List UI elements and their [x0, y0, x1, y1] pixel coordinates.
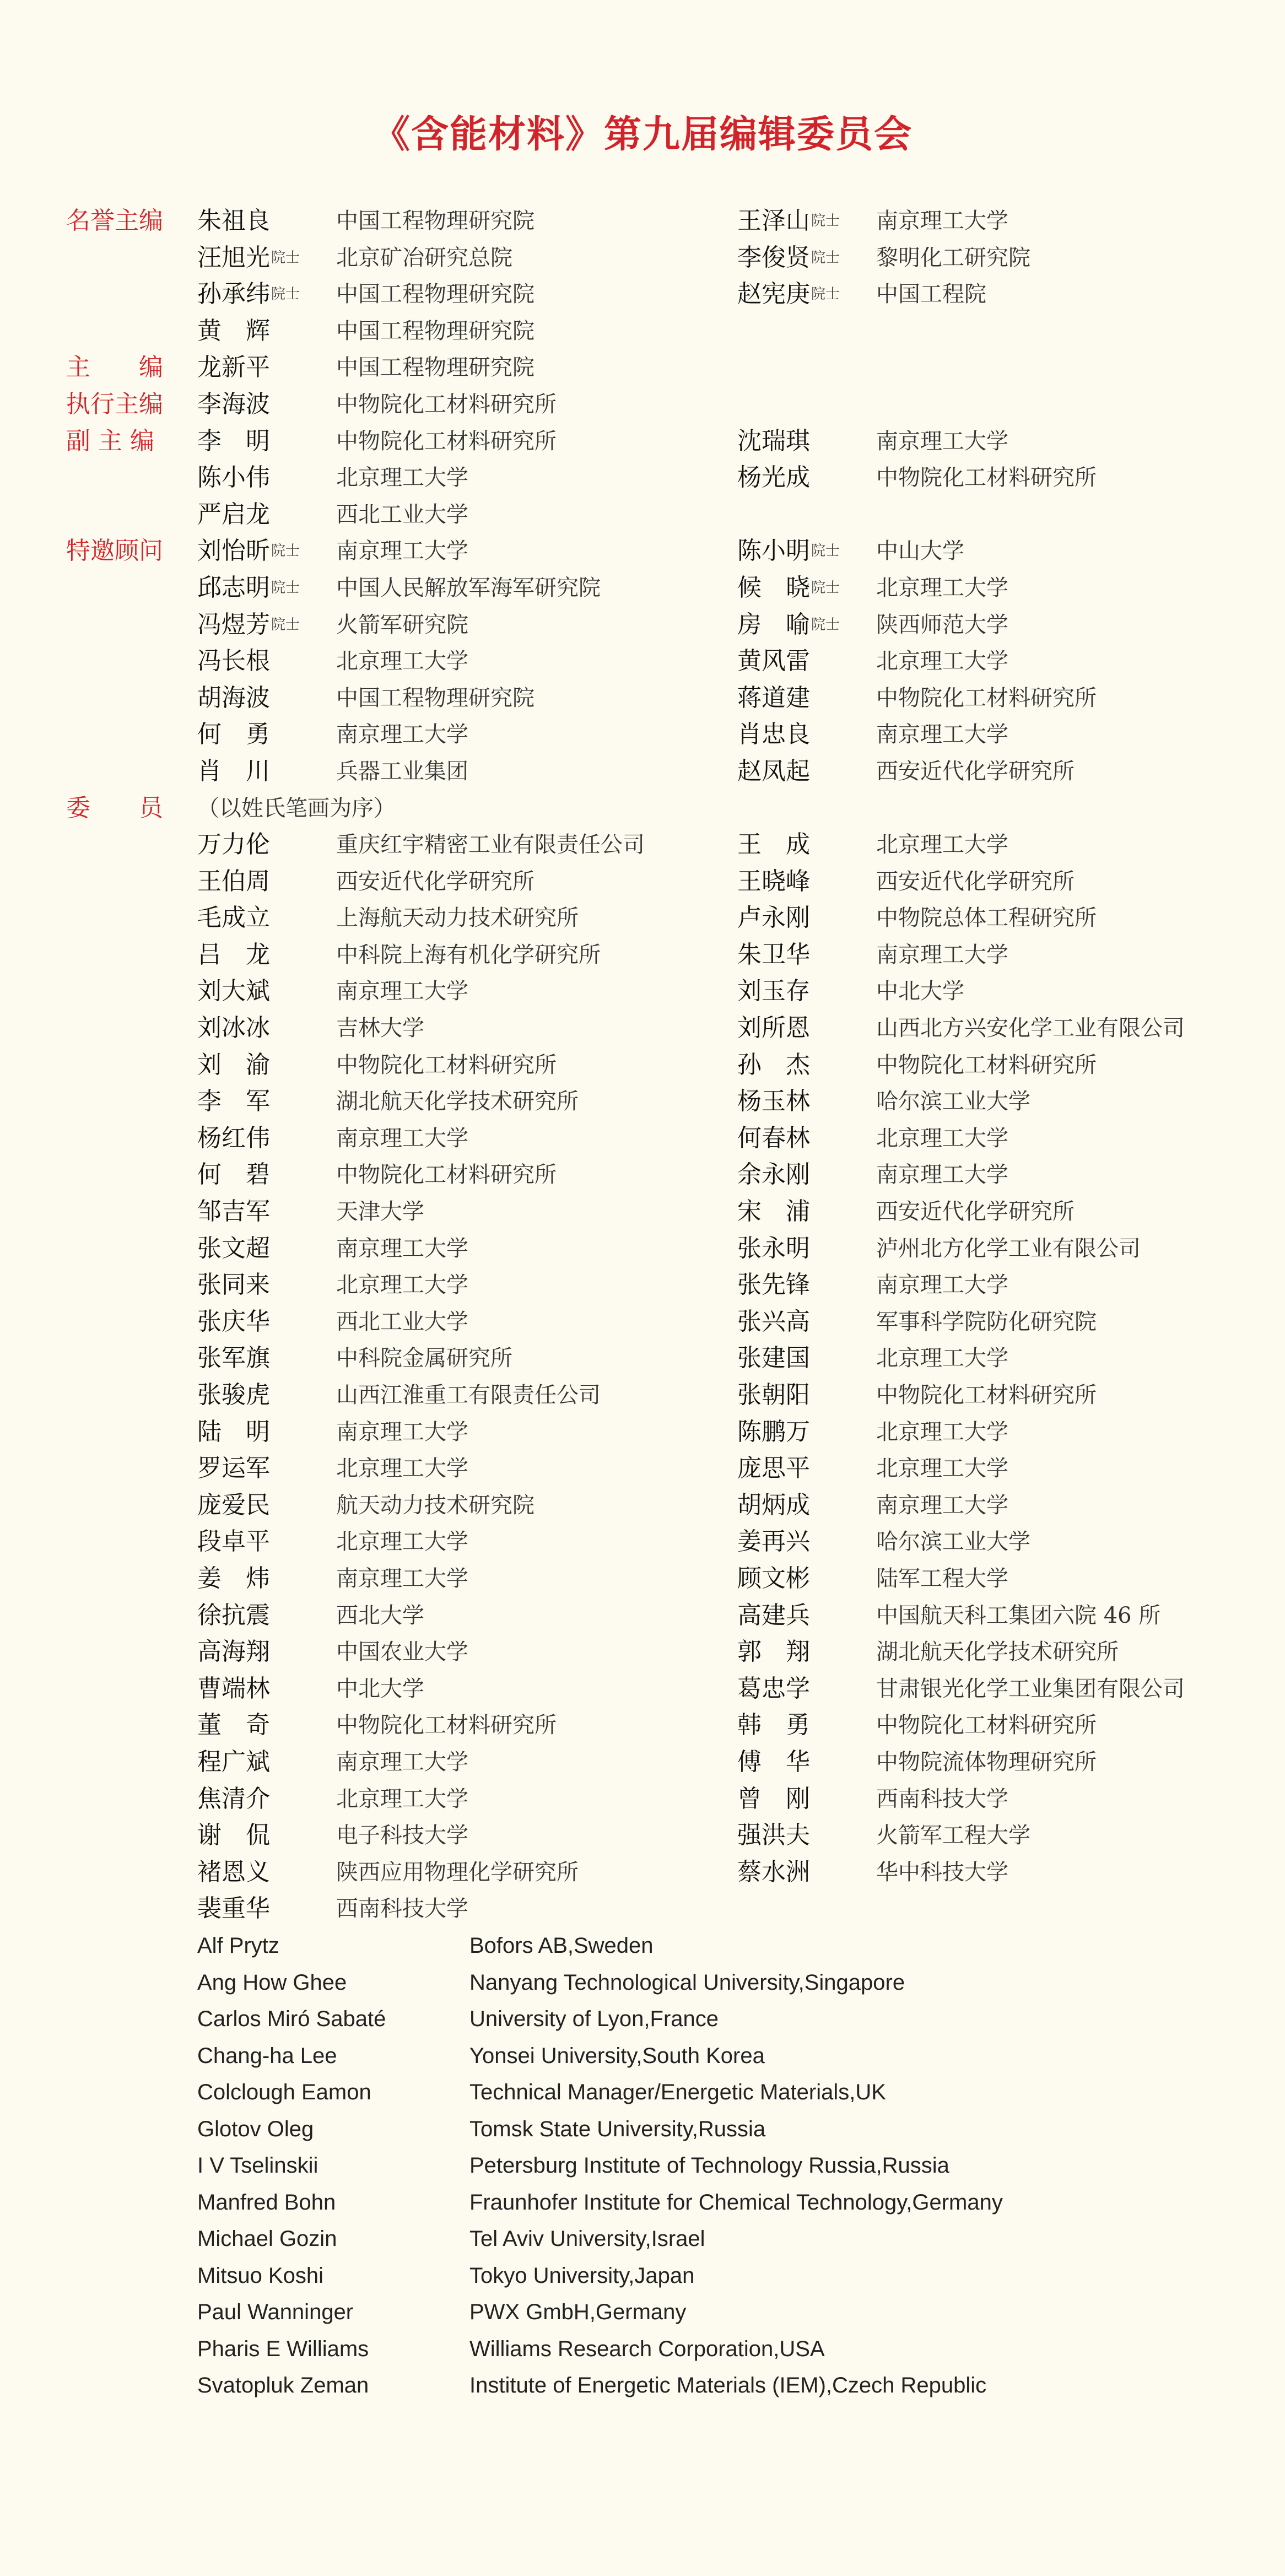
member-affiliation: University of Lyon,France	[469, 2007, 719, 2032]
role-label: 名誉主编	[66, 207, 163, 235]
member-affiliation: 中科院上海有机化学研究所	[336, 942, 601, 968]
member-affiliation: 中物院化工材料研究所	[876, 465, 1097, 491]
member-affiliation: 西南科技大学	[336, 1896, 468, 1922]
member-affiliation: 西安近代化学研究所	[876, 1199, 1075, 1225]
member-affiliation: Williams Research Corporation,USA	[469, 2336, 825, 2361]
member-row	[0, 900, 1285, 937]
member-name: 张军旗	[197, 1344, 270, 1373]
member-affiliation: 南京理工大学	[876, 208, 1008, 234]
foreign-member-row	[0, 2074, 1285, 2111]
member-name: Svatopluk Zeman	[197, 2373, 369, 2398]
member-affiliation: 陆军工程大学	[876, 1565, 1008, 1591]
member-name: Glotov Oleg	[197, 2116, 314, 2141]
member-name: 张庆华	[197, 1307, 270, 1336]
member-name: 龙新平	[197, 353, 270, 382]
member-affiliation: 中国工程物理研究院	[336, 685, 534, 711]
member-affiliation: 中物院化工材料研究所	[876, 1713, 1097, 1738]
member-name: 何 勇	[197, 720, 270, 749]
member-affiliation: 西安近代化学研究所	[876, 868, 1075, 894]
member-name: Manfred Bohn	[197, 2190, 336, 2215]
member-affiliation: 兵器工业集团	[336, 758, 468, 784]
member-name: 冯长根	[197, 647, 270, 676]
member-affiliation: 陕西应用物理化学研究所	[336, 1859, 579, 1885]
academician-tag: 院士	[271, 249, 300, 266]
member-affiliation: 南京理工大学	[336, 1749, 468, 1775]
role-label: 委 员	[66, 793, 163, 822]
member-name: 程广斌	[197, 1747, 270, 1776]
academician-tag: 院士	[271, 579, 300, 596]
member-affiliation: 中物院化工材料研究所	[336, 391, 557, 417]
member-name: 庞思平	[737, 1454, 810, 1483]
member-name: 蒋道建	[737, 683, 810, 712]
member-affiliation: 中物院化工材料研究所	[336, 428, 557, 454]
member-row	[0, 1377, 1285, 1414]
member-name: 罗运军	[197, 1454, 270, 1483]
member-affiliation: 西安近代化学研究所	[876, 758, 1075, 784]
member-row	[0, 1854, 1285, 1891]
member-affiliation: PWX GmbH,Germany	[469, 2300, 687, 2325]
member-affiliation: 北京理工大学	[876, 1346, 1008, 1371]
member-name: 何 碧	[197, 1160, 270, 1189]
member-name: 张永明	[737, 1234, 810, 1262]
member-affiliation: 南京理工大学	[336, 1235, 468, 1261]
member-name: 沈瑞琪	[737, 426, 810, 455]
member-affiliation: 中国农业大学	[336, 1639, 468, 1665]
member-name: Ang How Ghee	[197, 1970, 347, 1995]
member-name: 傅 华	[737, 1747, 810, 1776]
member-name: 王晓峰	[737, 867, 810, 895]
member-affiliation: 西南科技大学	[876, 1786, 1008, 1812]
member-affiliation: Bofors AB,Sweden	[469, 1934, 654, 1958]
member-row	[0, 1414, 1285, 1451]
member-name: 张兴高	[737, 1307, 810, 1336]
member-affiliation: 中物院化工材料研究所	[336, 1052, 557, 1078]
member-affiliation: 南京理工大学	[876, 722, 1008, 748]
member-affiliation: 湖北航天化学技术研究所	[336, 1089, 579, 1115]
member-name: 候 晓 院士	[737, 570, 810, 606]
member-row	[0, 1707, 1285, 1744]
member-name: Mitsuo Koshi	[197, 2263, 323, 2288]
member-row	[0, 1671, 1285, 1708]
member-name: 刘怡昕 院士	[197, 533, 270, 569]
foreign-member-row	[0, 2111, 1285, 2148]
member-affiliation: Fraunhofer Institute for Chemical Technology,Germany	[469, 2190, 1003, 2215]
foreign-member-row	[0, 2184, 1285, 2221]
member-row	[0, 607, 1285, 644]
member-affiliation: 电子科技大学	[336, 1823, 468, 1849]
member-affiliation: 湖北航天化学技术研究所	[876, 1639, 1119, 1665]
member-row	[0, 423, 1285, 460]
member-affiliation: 军事科学院防化研究院	[876, 1309, 1097, 1335]
member-affiliation: 华中科技大学	[876, 1859, 1008, 1885]
member-row	[0, 1634, 1285, 1671]
member-affiliation: 中国工程物理研究院	[336, 282, 534, 307]
member-name: Alf Prytz	[197, 1934, 279, 1958]
foreign-member-row	[0, 2001, 1285, 2038]
member-name: 褚恩义	[197, 1857, 270, 1886]
member-name: 刘所恩	[737, 1014, 810, 1043]
academician-tag: 院士	[811, 249, 840, 266]
foreign-member-row	[0, 2367, 1285, 2404]
member-row	[0, 1010, 1285, 1047]
foreign-member-row	[0, 2258, 1285, 2294]
member-affiliation: 哈尔滨工业大学	[876, 1089, 1030, 1115]
member-affiliation: Petersburg Institute of Technology Russia,Russia	[469, 2153, 949, 2178]
member-name: 曹端林	[197, 1674, 270, 1703]
member-affiliation: Tomsk State University,Russia	[469, 2116, 766, 2141]
member-name: 杨光成	[737, 463, 810, 492]
member-affiliation: 中物院化工材料研究所	[876, 685, 1097, 711]
member-row	[0, 753, 1285, 790]
member-row	[0, 276, 1285, 313]
foreign-member-list	[0, 1927, 1285, 2404]
member-name: 卢永刚	[737, 904, 810, 932]
foreign-member-row	[0, 1927, 1285, 1964]
member-affiliation: 哈尔滨工业大学	[876, 1529, 1030, 1555]
member-name: 宋 浦	[737, 1197, 810, 1226]
member-name: Chang-ha Lee	[197, 2043, 337, 2068]
member-affiliation: 北京理工大学	[876, 649, 1008, 674]
member-affiliation: 南京理工大学	[876, 428, 1008, 454]
member-row	[0, 827, 1285, 863]
member-name: 陆 明	[197, 1417, 270, 1446]
member-affiliation: Nanyang Technological University,Singapore	[469, 1970, 905, 1995]
member-affiliation: 北京理工大学	[336, 1272, 468, 1298]
member-row	[0, 1304, 1285, 1341]
member-affiliation: 西安近代化学研究所	[336, 868, 534, 894]
member-name: 万力伦	[197, 830, 270, 859]
member-row	[0, 1230, 1285, 1267]
member-affiliation: 西北工业大学	[336, 1309, 468, 1335]
member-row	[0, 1891, 1285, 1927]
member-affiliation: 中国工程院	[876, 282, 986, 307]
member-name: Pharis E Williams	[197, 2336, 369, 2361]
member-affiliation: 上海航天动力技术研究所	[336, 905, 579, 931]
member-name: 段卓平	[197, 1527, 270, 1556]
member-row	[0, 203, 1285, 240]
member-row	[0, 1194, 1285, 1230]
member-row	[0, 240, 1285, 277]
member-name: 高建兵	[737, 1601, 810, 1629]
member-name: 陈小伟	[197, 463, 270, 492]
member-affiliation: 南京理工大学	[876, 942, 1008, 968]
member-name: 曾 刚	[737, 1784, 810, 1813]
member-affiliation: 北京理工大学	[876, 1419, 1008, 1445]
member-affiliation: 南京理工大学	[876, 1162, 1008, 1188]
member-row	[0, 313, 1285, 350]
member-affiliation: 北京理工大学	[336, 649, 468, 674]
member-row	[0, 1047, 1285, 1084]
member-name: 孙 杰	[737, 1050, 810, 1079]
foreign-member-row	[0, 2294, 1285, 2331]
member-name: 张骏虎	[197, 1381, 270, 1409]
member-name: 王泽山 院士	[737, 203, 810, 239]
member-affiliation: 中科院金属研究所	[336, 1346, 512, 1371]
member-name: 刘 渝	[197, 1050, 270, 1079]
member-name: 余永刚	[737, 1160, 810, 1189]
member-name: 李俊贤 院士	[737, 240, 810, 276]
foreign-member-row	[0, 1964, 1285, 2001]
member-name: 焦清介	[197, 1784, 270, 1813]
foreign-member-row	[0, 2331, 1285, 2368]
member-name: 杨红伟	[197, 1124, 270, 1152]
member-affiliation: 南京理工大学	[876, 1492, 1008, 1518]
member-row	[0, 1157, 1285, 1194]
member-row	[0, 496, 1285, 533]
academician-tag: 院士	[271, 616, 300, 633]
member-name: 刘大斌	[197, 977, 270, 1006]
member-name: 顾文彬	[737, 1564, 810, 1592]
member-affiliation: 北京理工大学	[336, 1786, 468, 1812]
member-list	[0, 203, 1285, 1927]
member-affiliation: 中国人民解放军海军研究院	[336, 575, 601, 601]
member-name: 强洪夫	[737, 1821, 810, 1850]
member-name: Michael Gozin	[197, 2227, 337, 2251]
member-name: 姜再兴	[737, 1527, 810, 1556]
member-affiliation: Yonsei University,South Korea	[469, 2043, 765, 2068]
member-affiliation: 南京理工大学	[336, 1565, 468, 1591]
member-affiliation: 南京理工大学	[336, 1125, 468, 1151]
academician-tag: 院士	[271, 286, 300, 303]
member-name: 何春林	[737, 1124, 810, 1152]
member-name: 高海翔	[197, 1638, 270, 1666]
member-affiliation: 北京理工大学	[876, 832, 1008, 858]
foreign-member-row	[0, 2038, 1285, 2075]
member-name: 王伯周	[197, 867, 270, 895]
member-name: 王 成	[737, 830, 810, 859]
member-affiliation: 北京理工大学	[336, 465, 468, 491]
member-affiliation: 中国航天科工集团六院 46 所	[876, 1602, 1161, 1628]
member-row	[0, 1267, 1285, 1304]
member-affiliation: 西北大学	[336, 1602, 424, 1628]
member-affiliation: 南京理工大学	[876, 1272, 1008, 1298]
member-affiliation: 中物院总体工程研究所	[876, 905, 1097, 931]
member-affiliation: 中国工程物理研究院	[336, 355, 534, 381]
academician-tag: 院士	[811, 579, 840, 596]
member-name: 李海波	[197, 390, 270, 418]
member-name: 蔡水洲	[737, 1857, 810, 1886]
member-row	[0, 1560, 1285, 1597]
member-name: 谢 侃	[197, 1821, 270, 1850]
member-name: 刘冰冰	[197, 1014, 270, 1043]
member-row	[0, 973, 1285, 1010]
member-name: Paul Wanninger	[197, 2300, 354, 2325]
member-affiliation: Tel Aviv University,Israel	[469, 2227, 705, 2251]
member-row	[0, 1597, 1285, 1634]
member-affiliation: 火箭军研究院	[336, 612, 468, 638]
member-name: 葛忠学	[737, 1674, 810, 1703]
member-affiliation: 南京理工大学	[336, 538, 468, 564]
member-name: 肖 川	[197, 757, 270, 785]
member-row	[0, 460, 1285, 496]
member-row	[0, 386, 1285, 423]
member-affiliation: Technical Manager/Energetic Materials,UK	[469, 2080, 886, 2105]
member-name: 严启龙	[197, 500, 270, 528]
member-row	[0, 643, 1285, 680]
member-name: 姜 炜	[197, 1564, 270, 1592]
member-name: Carlos Miró Sabaté	[197, 2007, 386, 2032]
member-affiliation: 黎明化工研究院	[876, 245, 1030, 271]
role-label: 特邀顾问	[66, 537, 163, 565]
member-affiliation: 南京理工大学	[336, 979, 468, 1005]
member-row	[0, 790, 1285, 827]
member-affiliation: 中山大学	[876, 538, 964, 564]
member-name: 徐抗震	[197, 1601, 270, 1629]
member-row	[0, 1450, 1285, 1487]
member-name: 胡海波	[197, 683, 270, 712]
member-affiliation: 重庆红宇精密工业有限责任公司	[336, 832, 645, 858]
member-affiliation: 中物院化工材料研究所	[336, 1713, 557, 1738]
member-name: Colclough Eamon	[197, 2080, 371, 2105]
member-name: 张朝阳	[737, 1381, 810, 1409]
member-affiliation: 南京理工大学	[336, 722, 468, 748]
member-affiliation: 航天动力技术研究院	[336, 1492, 534, 1518]
member-name: 杨玉林	[737, 1087, 810, 1116]
member-name: 房 喻 院士	[737, 607, 810, 643]
page-title: 《含能材料》第九届编辑委员会	[372, 112, 913, 156]
member-affiliation: 南京理工大学	[336, 1419, 468, 1445]
member-name: 李 明	[197, 426, 270, 455]
ordering-note: （以姓氏笔画为序）	[197, 795, 396, 821]
member-affiliation: 中北大学	[336, 1676, 424, 1702]
member-name: 胡炳成	[737, 1490, 810, 1519]
member-name: 赵凤起	[737, 757, 810, 785]
member-affiliation: 中国工程物理研究院	[336, 208, 534, 234]
member-name: I V Tselinskii	[197, 2153, 318, 2178]
member-row	[0, 863, 1285, 900]
member-affiliation: 中国工程物理研究院	[336, 318, 534, 344]
member-row	[0, 1781, 1285, 1818]
role-label: 主 编	[66, 353, 163, 382]
member-name: 赵宪庚 院士	[737, 276, 810, 312]
role-label: 副 主 编	[66, 426, 154, 455]
member-affiliation: 中物院流体物理研究所	[876, 1749, 1097, 1775]
member-row	[0, 349, 1285, 386]
member-name: 陈鹏万	[737, 1417, 810, 1446]
academician-tag: 院士	[811, 616, 840, 633]
member-affiliation: 北京理工大学	[876, 575, 1008, 601]
member-name: 黄 辉	[197, 316, 270, 345]
member-row	[0, 1817, 1285, 1854]
member-affiliation: 山西江淮重工有限责任公司	[336, 1382, 601, 1408]
member-row	[0, 937, 1285, 974]
foreign-member-row	[0, 2221, 1285, 2258]
member-name: 邹吉军	[197, 1197, 270, 1226]
member-name: 郭 翔	[737, 1638, 810, 1666]
member-name: 陈小明 院士	[737, 533, 810, 569]
member-affiliation: 西北工业大学	[336, 501, 468, 527]
academician-tag: 院士	[811, 286, 840, 303]
member-name: 毛成立	[197, 904, 270, 932]
member-name: 汪旭光 院士	[197, 240, 270, 276]
member-row	[0, 1120, 1285, 1157]
member-name: 孙承纬 院士	[197, 276, 270, 312]
member-affiliation: 陕西师范大学	[876, 612, 1008, 638]
member-affiliation: Tokyo University,Japan	[469, 2263, 695, 2288]
member-name: 张同来	[197, 1271, 270, 1299]
member-affiliation: Institute of Energetic Materials (IEM),Czech Republic	[469, 2373, 987, 2398]
member-name: 邱志明 院士	[197, 570, 270, 606]
academician-tag: 院士	[811, 213, 840, 229]
member-name: 冯煜芳 院士	[197, 607, 270, 643]
member-affiliation: 天津大学	[336, 1199, 424, 1225]
role-label: 执行主编	[66, 390, 163, 418]
member-name: 裴重华	[197, 1894, 270, 1923]
member-affiliation: 中北大学	[876, 979, 964, 1005]
member-affiliation: 北京矿冶研究总院	[336, 245, 512, 271]
member-name: 李 军	[197, 1087, 270, 1116]
member-affiliation: 北京理工大学	[876, 1456, 1008, 1482]
member-name: 朱卫华	[737, 940, 810, 969]
member-row	[0, 716, 1285, 753]
member-affiliation: 吉林大学	[336, 1016, 424, 1041]
member-affiliation: 中物院化工材料研究所	[876, 1052, 1097, 1078]
member-affiliation: 火箭军工程大学	[876, 1823, 1030, 1849]
member-affiliation: 中物院化工材料研究所	[336, 1162, 557, 1188]
member-affiliation: 泸州北方化学工业有限公司	[876, 1235, 1141, 1261]
member-row	[0, 533, 1285, 570]
member-name: 刘玉存	[737, 977, 810, 1006]
member-row	[0, 1487, 1285, 1524]
member-affiliation: 北京理工大学	[876, 1125, 1008, 1151]
member-affiliation: 中物院化工材料研究所	[876, 1382, 1097, 1408]
member-row	[0, 1744, 1285, 1781]
member-row	[0, 1524, 1285, 1560]
member-name: 韩 勇	[737, 1711, 810, 1740]
member-name: 董 奇	[197, 1711, 270, 1740]
foreign-member-row	[0, 2147, 1285, 2184]
member-name: 张建国	[737, 1344, 810, 1373]
member-affiliation: 北京理工大学	[336, 1456, 468, 1482]
member-row	[0, 1340, 1285, 1377]
member-row	[0, 1083, 1285, 1120]
member-name: 朱祖良	[197, 207, 270, 235]
member-name: 张文超	[197, 1234, 270, 1262]
member-name: 庞爱民	[197, 1490, 270, 1519]
member-name: 黄风雷	[737, 647, 810, 676]
member-affiliation: 甘肃银光化学工业集团有限公司	[876, 1676, 1185, 1702]
member-row	[0, 570, 1285, 607]
member-affiliation: 北京理工大学	[336, 1529, 468, 1555]
member-name: 吕 龙	[197, 940, 270, 969]
member-affiliation: 山西北方兴安化学工业有限公司	[876, 1016, 1185, 1041]
member-name: 张先锋	[737, 1271, 810, 1299]
member-name: 肖忠良	[737, 720, 810, 749]
academician-tag: 院士	[271, 543, 300, 560]
member-row	[0, 680, 1285, 717]
academician-tag: 院士	[811, 543, 840, 560]
